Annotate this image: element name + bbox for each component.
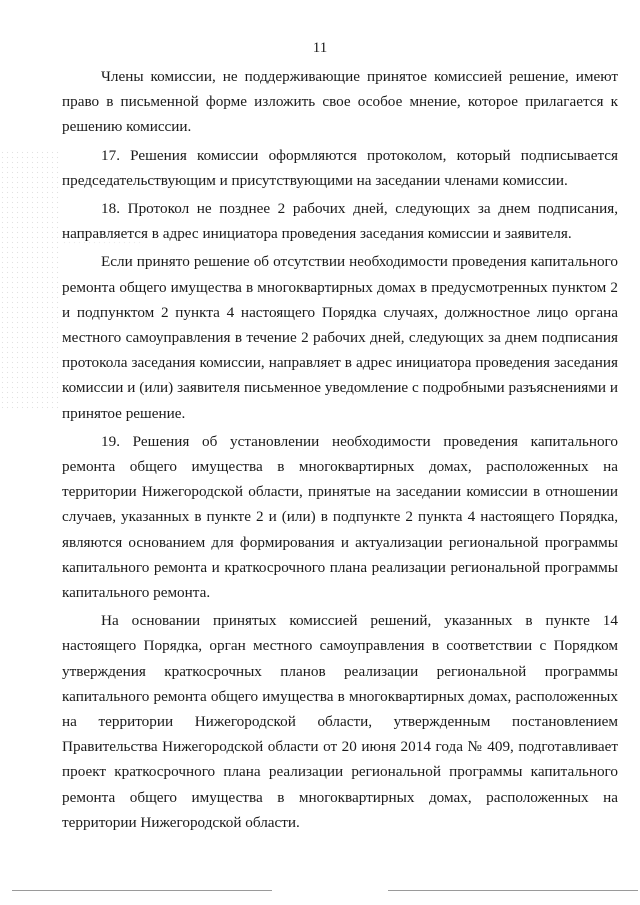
scan-artifact: [0, 150, 60, 410]
paragraph-short-term-plan: На основании принятых комиссией решений, указанных в пункте 14 настоящего Порядка, орган местного самоуправления в соответствии с Порядком утверждения краткосрочных планов реализации региональной программы капитального ремонта общего имущества в многоквартирных домах, расположенных на территории Нижегородской области, утвержденным постановлением Правительства Нижегородской области от 20 июня 2014 года № 409, подготавливает проект краткосрочного плана реализации региональной программы капитального ремонта общего имущества в многоквартирных домах, расположенных на территории Нижегородской области.: [62, 612, 618, 831]
paragraph-17: 17. Решения комиссии оформляются протоколом, который подписывается председательствующим и присутствующими на заседании членами комиссии.: [62, 146, 618, 189]
paragraph-no-repair-needed: Если принято решение об отсутствии необходимости проведения капитального ремонта общего имущества в многоквартирных домах в предусмотренных пунктом 2 и подпунктом 2 пункта 4 настоящего Порядка случаях, должностное лицо органа местного самоуправления в течение 2 рабочих дней, следующих за днем подписания протокола заседания комиссии, направляет в адрес инициатора проведения заседания комиссии и (или) заявителя письменное уведомление с подробными разъяснениями и принятое решение.: [62, 253, 618, 422]
document-body: [62, 64, 618, 838]
page-number: 11: [312, 40, 328, 56]
paragraph-19: 19. Решения об установлении необходимости проведения капитального ремонта общего имущества в многоквартирных домах, расположенных на территории Нижегородской области, принятые на заседании комиссии в отношении случаев, указанных в пункте 2 и (или) в подпункте 2 пункта 4 настоящего Порядка, являются основанием для формирования и актуализации региональной программы капитального ремонта и краткосрочного плана реализации региональной программы капитального ремонта.: [62, 432, 618, 602]
paragraph-18: 18. Протокол не позднее 2 рабочих дней, следующих за днем подписания, направляется в адрес инициатора проведения заседания комиссии и заявителя.: [62, 200, 618, 243]
bottom-divider: [388, 890, 638, 891]
paragraph-dissent-members: Члены комиссии, не поддерживающие принятое комиссией решение, имеют право в письменной форме изложить свое особое мнение, которое прилагается к решению комиссии.: [62, 68, 618, 136]
bottom-divider: [12, 890, 272, 891]
